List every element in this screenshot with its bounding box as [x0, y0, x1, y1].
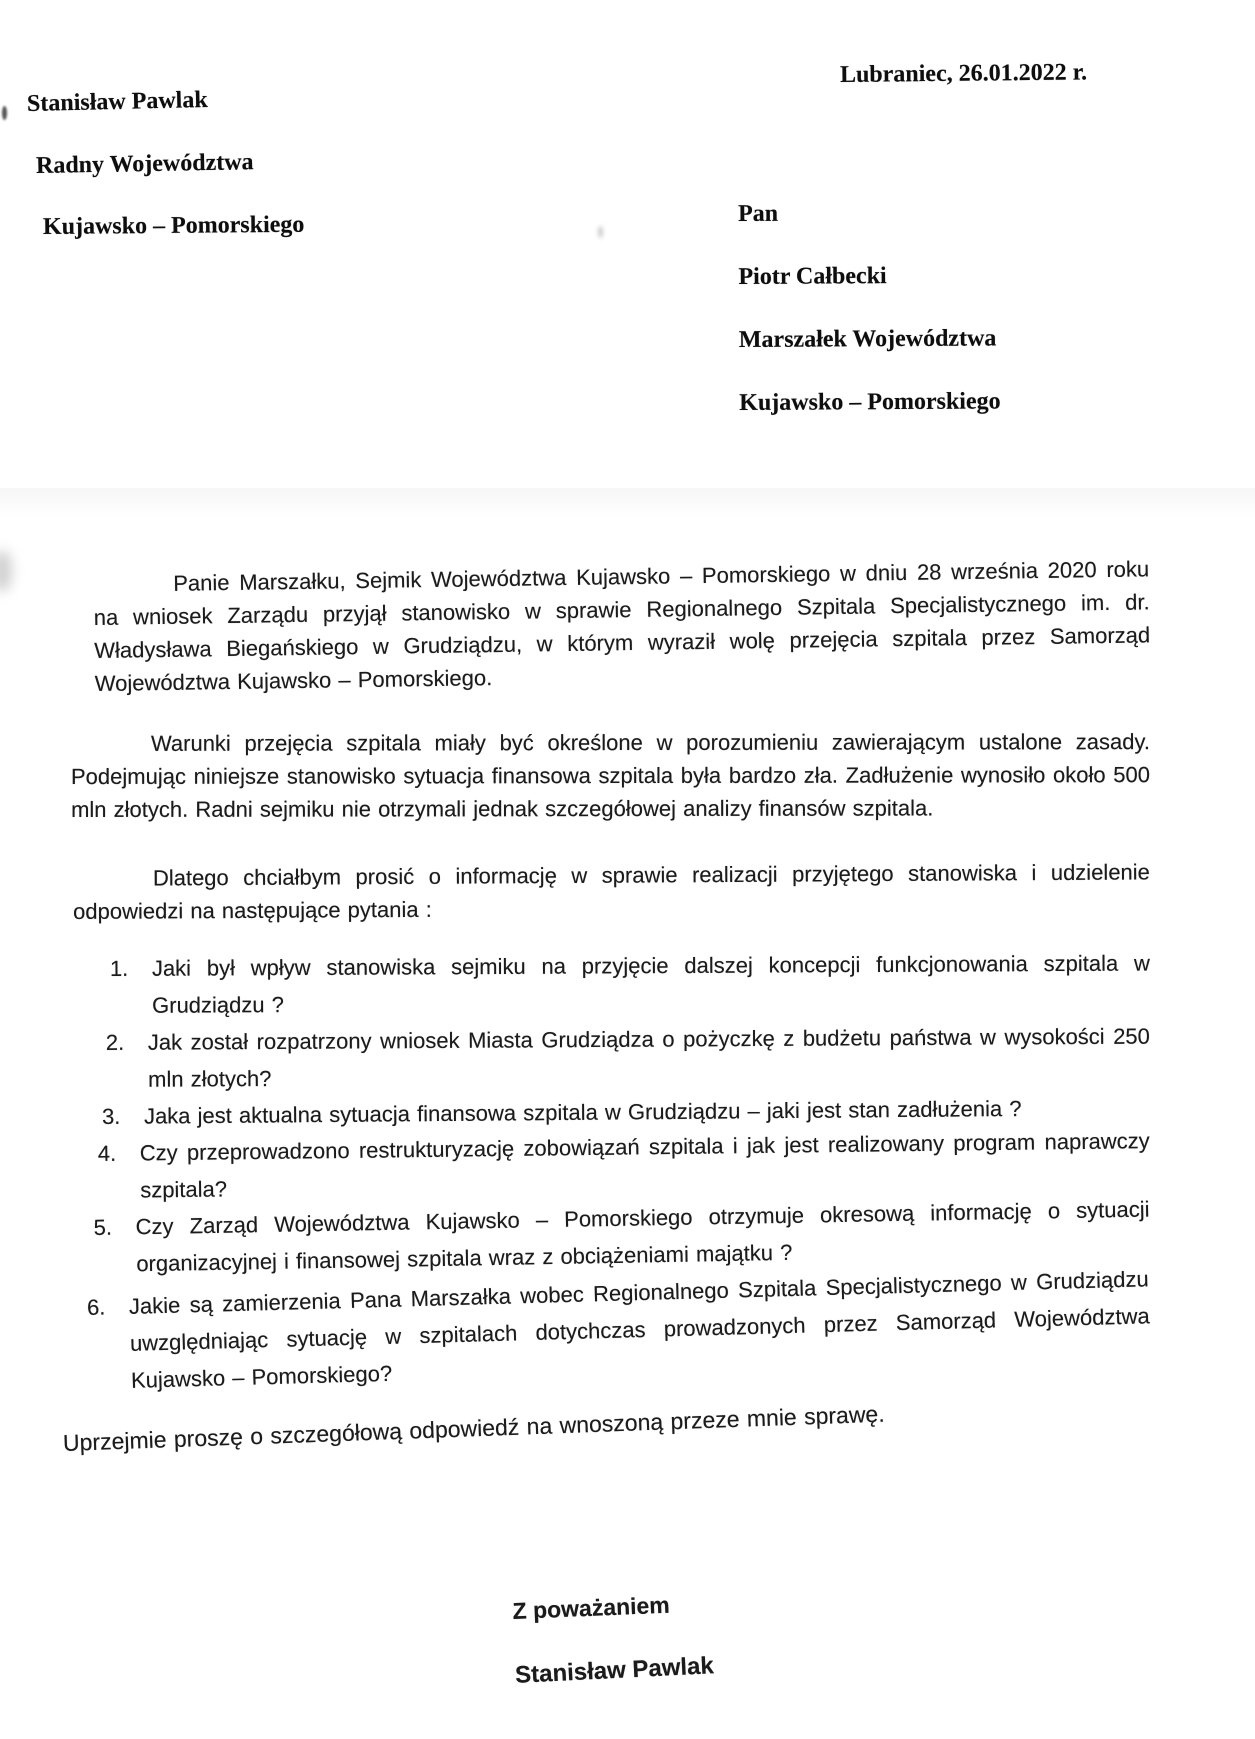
scan-artifact-band — [0, 488, 1255, 518]
recipient-salutation: Pan — [738, 200, 779, 227]
scan-artifact-speck — [598, 226, 603, 238]
signature-name: Stanisław Pawlak — [514, 1652, 715, 1689]
question-number: 1. — [109, 955, 129, 982]
recipient-block — [738, 197, 1001, 451]
sender-title: Radny Województwa — [35, 149, 254, 179]
question-number: 4. — [97, 1140, 117, 1167]
question-item-1 — [110, 945, 1150, 1024]
question-number: 3. — [101, 1103, 121, 1129]
recipient-title: Marszałek Województwa — [738, 325, 997, 353]
question-text: Jakie są zamierzenia Pana Marszałka wobec Regionalnego Szpitala Specjalistycznego w Grudziądzu uwzględniając sytuację w szpitalach dotychczas prowadzonych przez Samorząd Województwa Kujawsko – Pomorskiego? — [128, 1266, 1150, 1393]
paragraph-context: Warunki przejęcia szpitala miały być określone w porozumieniu zawierającym ustalone zasady. Podejmując niniejsze stanowisko sytuacja finansowa szpitala była bardzo zła. Zadłużenie wynosiło około 500 mln złotych. Radni sejmiku nie otrzymali jednak szczegółowej analizy finansów szpitala. — [70, 729, 1151, 822]
scan-artifact-speck — [2, 106, 7, 120]
signature-block — [512, 1588, 714, 1691]
questions-list — [86, 950, 1150, 1400]
question-number: 5. — [93, 1214, 113, 1241]
closing-request-line: Uprzejmie proszę o szczegółową odpowiedź na wnoszoną przeze mnie sprawę. — [62, 1400, 886, 1456]
question-item-2 — [106, 1018, 1150, 1098]
scan-artifact-smudge — [0, 550, 12, 592]
question-text: Jaki był wpływ stanowiska sejmiku na przyjęcie dalszej koncepcji funkcjonowania szpitala w Grudziądzu ? — [151, 950, 1150, 1018]
question-number: 2. — [105, 1029, 125, 1056]
paragraph-intro: Panie Marszałku, Sejmik Województwa Kujawsko – Pomorskiego w dniu 28 września 2020 roku na wniosek Zarządu przyjął stanowisko w sprawie Regionalnego Szpitala Specjalistycznego im. dr. Władysława Biegańskiego w Grudziądzu, w którym wyraził wolę przejęcia szpitala przez Samorząd Województwa Kujawsko – Pomorskiego. — [93, 556, 1151, 696]
sender-name: Stanisław Pawlak — [26, 86, 208, 117]
paragraph-request: Dlatego chciałbym prosić o informację w sprawie realizacji przyjętego stanowiska i udzielenie odpowiedzi na następujące pytania : — [73, 859, 1150, 924]
recipient-name: Piotr Całbecki — [738, 263, 887, 290]
sender-region: Kujawsko – Pomorskiego — [42, 211, 305, 240]
question-number: 6. — [86, 1294, 106, 1321]
question-text: Jaka jest aktualna sytuacja finansowa szpitala w Grudziądzu – jaki jest stan zadłużenia ? — [143, 1095, 1022, 1129]
signoff-line: Z poważaniem — [512, 1591, 671, 1624]
question-text: Czy przeprowadzono restrukturyzację zobowiązań szpitala i jak jest realizowany program naprawczy szpitala? — [139, 1128, 1150, 1203]
letter-body — [62, 556, 1151, 1460]
date-line: Lubraniec, 26.01.2022 r. — [839, 59, 1088, 88]
sender-block — [26, 86, 305, 241]
question-text: Czy Zarząd Województwa Kujawsko – Pomorskiego otrzymuje okresową informację o sytuacji organizacyjnej i finansowej szpitala wraz z obciążeniami majątku ? — [135, 1196, 1150, 1277]
recipient-region: Kujawsko – Pomorskiego — [739, 388, 1001, 416]
question-text: Jak został rozpatrzony wniosek Miasta Grudziądza o pożyczkę z budżetu państwa w wysokości 250 mln złotych? — [147, 1023, 1150, 1092]
question-item-6 — [86, 1260, 1151, 1400]
